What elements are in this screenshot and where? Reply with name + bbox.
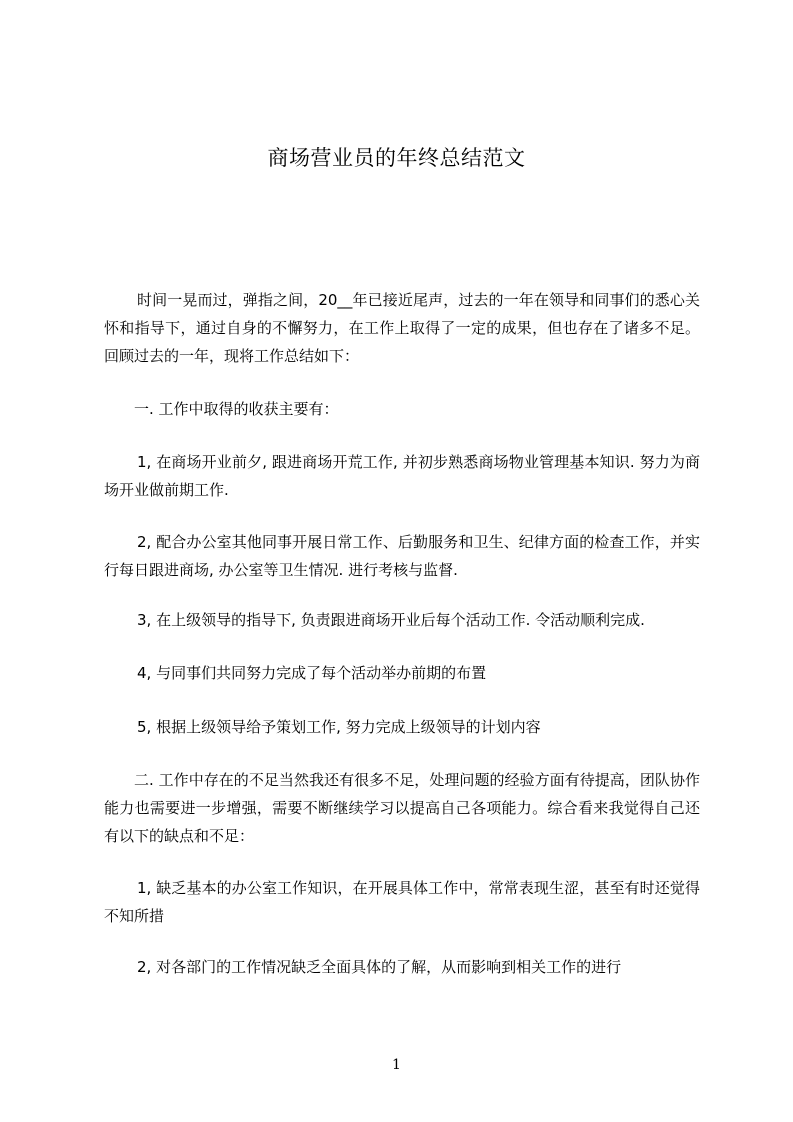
document-title: 商场营业员的年终总结范文 [267, 146, 526, 170]
section1-heading: 一. 工作中取得的收获主要有： [134, 400, 339, 418]
page-number: 1 [392, 1057, 401, 1073]
section1-item-3: 3, 在上级领导的指导下, 负责跟进商场开业后每个活动工作. 令活动顺利完成. [137, 611, 645, 629]
section1-item-1: 1, 在商场开业前夕, 跟进商场开荒工作, 并初步熟悉商场物业管理基本知识. 努力为商场开业做前期工作. [104, 453, 700, 499]
intro-paragraph: 时间一晃而过，弹指之间，20__年已接近尾声，过去的一年在领导和同事们的悉心关怀和指导下，通过自身的不懈努力，在工作上取得了一定的成果，但也存在了诸多不足。回顾过去的一年，现将工作总结如下： [104, 291, 700, 365]
section2-item-1: 1, 缺乏基本的办公室工作知识，在开展具体工作中，常常表现生涩，甚至有时还觉得不知所措 [104, 879, 700, 925]
section1-item-4: 4, 与同事们共同努力完成了每个活动举办前期的布置 [137, 664, 487, 682]
section1-item-5: 5, 根据上级领导给予策划工作, 努力完成上级领导的计划内容 [137, 718, 541, 736]
section1-item-2: 2, 配合办公室其他同事开展日常工作、后勤服务和卫生、纪律方面的检查工作，并实行每日跟进商场, 办公室等卫生情况. 进行考核与监督. [104, 533, 700, 579]
section2-paragraph: 二. 工作中存在的不足当然我还有很多不足，处理问题的经验方面有待提高，团队协作能力也需要进一步增强，需要不断继续学习以提高自己各项能力。综合看来我觉得自己还有以下的缺点和不足： [104, 771, 700, 845]
section2-item-2: 2, 对各部门的工作情况缺乏全面具体的了解，从而影响到相关工作的进行 [137, 958, 622, 976]
